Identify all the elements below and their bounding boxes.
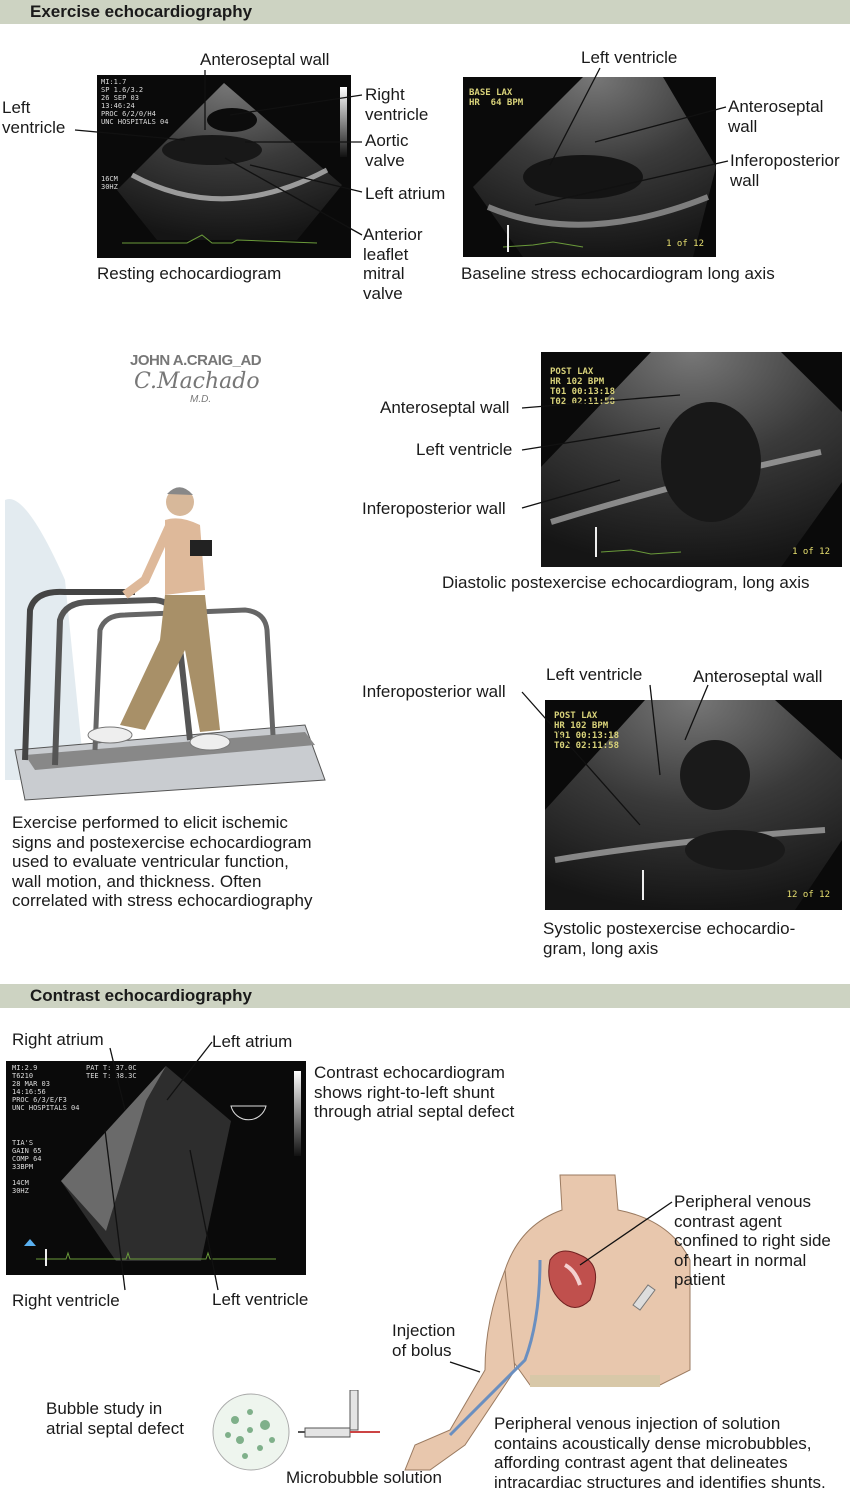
caption-baseline: Baseline stress echocardiogram long axis (461, 264, 775, 283)
label-right-atrium: Right atrium (12, 1030, 104, 1049)
label-left-ventricle: Left ventricle (2, 98, 66, 137)
label-anteroseptal-wall: Anteroseptal wall (728, 97, 824, 136)
label-right-ventricle: Right ventricle (365, 85, 429, 124)
frame-counter: 1 of 12 (792, 547, 830, 557)
section-header-exercise: Exercise echocardiography (0, 0, 850, 24)
diastolic-postexercise-echocardiogram-image (541, 352, 842, 567)
label-inferoposterior-wall: Inferoposterior wall (362, 682, 506, 701)
label-right-ventricle: Right ventricle (12, 1291, 120, 1310)
caption-resting: Resting echocardiogram (97, 264, 282, 283)
microbubble-syringe-illustration (210, 1390, 390, 1475)
label-injection-of-bolus: Injection of bolus (392, 1321, 456, 1360)
label-left-ventricle: Left ventricle (546, 665, 643, 684)
label-bubble-study: Bubble study in atrial septal defect (46, 1399, 184, 1438)
label-anteroseptal-wall: Anteroseptal wall (693, 667, 823, 686)
echo-overlay-settings: TIA'S GAIN 65 COMP 64 33BPM 14CM 30HZ (12, 1139, 42, 1195)
frame-counter: 12 of 12 (786, 890, 830, 900)
injection-description: Peripheral venous injection of solution contains acoustically dense microbubbles, affording contrast agent that delineates intracardiac structures and identifies shunts. (494, 1414, 826, 1492)
label-anterior-leaflet-mitral-valve: Anterior leaflet mitral valve (363, 225, 423, 303)
caption-diastolic: Diastolic postexercise echocardiogram, long axis (442, 573, 810, 592)
label-inferoposterior-wall: Inferoposterior wall (362, 499, 506, 518)
systolic-postexercise-echocardiogram-image (545, 700, 842, 910)
frame-counter: 1 of 12 (666, 239, 704, 249)
label-microbubble-solution: Microbubble solution (286, 1468, 442, 1487)
echo-overlay-text: POST LAX HR 102 BPM T01 00:13:18 T02 02:11:58 (550, 367, 616, 407)
echo-depth-text: 16CM 30HZ (101, 175, 118, 191)
echo-overlay-temp: PAT T: 37.0C TEE T: 38.3C (86, 1064, 137, 1080)
echo-overlay-text: BASE LAX HR 64 BPM (469, 88, 524, 108)
treadmill-exercise-illustration (5, 480, 330, 805)
contrast-echocardiogram-image (6, 1061, 306, 1275)
echo-overlay-text: MI:1.7 SP 1.6/3.2 26 SEP 03 13:46:24 PROC 6/2/0/H4 UNC HOSPITALS 04 (101, 78, 169, 126)
caption-systolic: Systolic postexercise echocardio- gram, long axis (543, 919, 796, 958)
baseline-stress-echocardiogram-image (463, 77, 716, 257)
resting-echocardiogram-image (97, 75, 351, 258)
label-left-atrium: Left atrium (212, 1032, 293, 1051)
label-aortic-valve: Aortic valve (365, 131, 409, 170)
echo-overlay-text: POST LAX HR 102 BPM T01 00:13:18 T02 02:11:58 (554, 711, 620, 751)
label-anteroseptal-wall: Anteroseptal wall (200, 50, 330, 69)
echo-overlay-text: MI:2.9 T6210 28 MAR 03 14:16:56 PROC 6/3/E/F3 UNC HOSPITALS 04 (12, 1064, 80, 1112)
section-header-contrast: Contrast echocardiography (0, 984, 850, 1008)
label-left-ventricle: Left ventricle (581, 48, 678, 67)
label-left-ventricle: Left ventricle (212, 1290, 309, 1309)
label-anteroseptal-wall: Anteroseptal wall (380, 398, 510, 417)
label-inferoposterior-wall: Inferoposterior wall (730, 151, 840, 190)
artist-signature: JOHN A.CRAIG_AD C.Machado M.D. (130, 352, 262, 405)
label-left-ventricle: Left ventricle (416, 440, 513, 459)
label-left-atrium: Left atrium (365, 184, 446, 203)
exercise-description: Exercise performed to elicit ischemic signs and postexercise echocardiogram used to evaluate ventricular function, wall motion, and thickness. Often correlated with stress echocardiography (12, 813, 313, 910)
label-peripheral-venous-contrast: Peripheral venous contrast agent confined to right side of heart in normal patient (674, 1192, 831, 1289)
contrast-description: Contrast echocardiogram shows right-to-left shunt through atrial septal defect (314, 1063, 515, 1121)
